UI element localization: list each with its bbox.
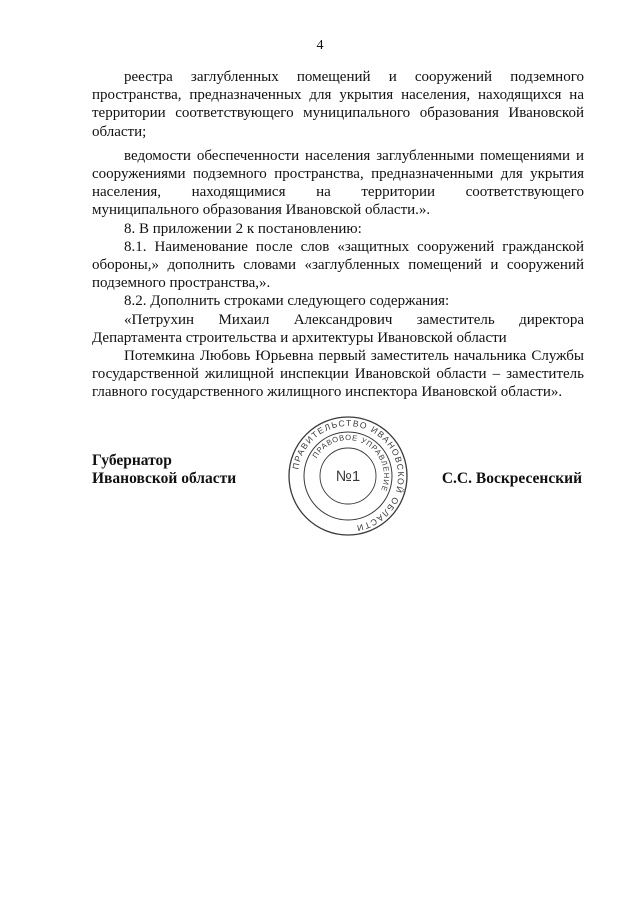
- paragraph-item-8-2: 8.2. Дополнить строками следующего содержания:: [124, 293, 450, 310]
- signatory-name: С.С. Воскресенский: [441, 470, 582, 487]
- paragraph-potemkina: Потемкина Любовь Юрьевна первый заместитель начальника Службы государственной жилищной инспекции Ивановской области – заместитель главного государственного жилищного инспектора Ивановской области».: [92, 348, 584, 401]
- signatory-title-line1: Губернатор: [92, 452, 172, 469]
- signatory-title-line2: Ивановской области: [92, 470, 237, 487]
- official-stamp: [286, 414, 410, 538]
- document-body: [92, 68, 584, 402]
- paragraph-registry: реестра заглубленных помещений и сооружений подземного пространства, предназначенных для укрытия населения, находящихся на территории соответствующего муниципального образования Ивановской области;: [92, 69, 584, 140]
- paragraph-statements: ведомости обеспеченности населения заглубленными помещениями и сооружениями подземного пространства, предназначенными для укрытия населения, находящимися на территории соответствующего муниципального образования Ивановской области.».: [92, 147, 584, 219]
- paragraph-item-8: 8. В приложении 2 к постановлению:: [124, 220, 362, 237]
- paragraph-item-8-1: 8.1. Наименование после слов «защитных сооружений гражданской обороны,» дополнить словами «заглубленных помещений и сооружений подземного пространства,».: [92, 238, 584, 292]
- page-number: 4: [316, 38, 324, 53]
- stamp-center-number: №1: [335, 468, 361, 485]
- signatory-title: [92, 452, 236, 488]
- paragraph-petrukhin: «Петрухин Михаил Александрович заместитель директора Департамента строительства и архитектуры Ивановской области: [92, 311, 584, 346]
- stamp-outer-text: ПРАВИТЕЛЬСТВО ИВАНОВСКОЙ ОБЛАСТИ: [290, 417, 407, 534]
- stamp-inner-text: ПРАВОВОЕ УПРАВЛЕНИЕ: [310, 432, 392, 494]
